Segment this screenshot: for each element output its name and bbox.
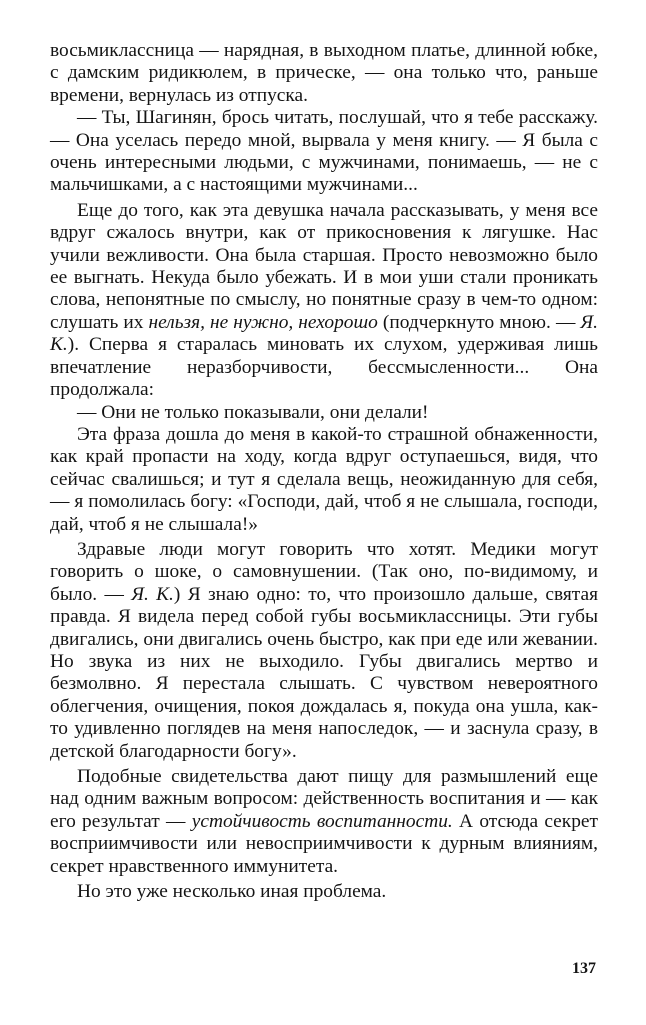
emphasis-phrase: нельзя, не нужно, нехорошо: [148, 311, 378, 333]
paragraph-2: — Ты, Шагинян, брось читать, послушай, что я тебе расскажу. — Она уселась передо мной, вырвала у меня книгу. — Я была с очень интересными людьми, с мужчинами, понимаешь, — не с мальчишками, а с настоящими мужчинами...: [50, 107, 598, 196]
paragraph-5: Эта фраза дошла до меня в какой-то страшной обнаженности, как край пропасти на ходу, когда вдруг оступаешься, видя, что сейчас свалишься; и тут я сделала вещь, неожиданную для себя, — я помолилась богу: «Господи, дай, чтоб я не слышала, господи, дай, чтоб я не слышала!»: [50, 423, 598, 535]
page-body-text: [50, 40, 598, 903]
paragraph-1: восьмиклассница — нарядная, в выходном платье, длинной юбке, с дамским ридикюлем, в прическе, — она только что, раньше времени, вернулась из отпуска.: [50, 40, 598, 106]
paragraph-8: Но это уже несколько иная проблема.: [77, 881, 387, 903]
paragraph-6: Здравые люди могут говорить что хотят. Медики могут говорить о шоке, о самовнушении. (Так оно, по-видимому, и было. — Я. К.) Я знаю одно: то, что произошло дальше, святая правда. Я видела перед собой губы восьмиклассницы. Эти губы двигались, они двигались очень быстро, как при еде или жевании. Но звука из них не выходило. Губы двигались мертво и безмолвно. Я перестала слышать. С чувством невероятного облегчения, очищения, покоя дождалась я, покуда она ушла, как-то удивленно поглядев на меня напоследок, — и заснула сразу, в детской благодарности богу».: [50, 538, 599, 762]
paragraph-4: — Они не только показывали, они делали!: [77, 401, 429, 423]
page-number: 137: [572, 960, 596, 977]
author-initials: Я. К.: [50, 311, 598, 356]
author-initials: Я. К.: [131, 583, 174, 605]
paragraph-3: Еще до того, как эта девушка начала рассказывать, у меня все вдруг сжалось внутри, как от прикосновения к лягушке. Нас учили вежливости. Она была старшая. Просто невозможно было ее выгнать. Некуда было убежать. И в мои уши стали проникать слова, непонятные по смыслу, но понятные сразу в чем-то одном: слушать их нельзя, не нужно, нехорошо (подчеркнуто мною. — Я. К.). Сперва я старалась миновать их слухом, удерживая лишь впечатление неразборчивости, бессмысленности... Она продолжала:: [50, 199, 598, 401]
emphasis-phrase: устойчивость воспитанности.: [191, 810, 453, 832]
paragraph-7: Подобные свидетельства дают пищу для размышлений еще над одним важным вопросом: действенность воспитания и — как его результат — устойчивость воспитанности. А отсюда секрет восприимчивости или невосприимчивости к дурным влияниям, секрет нравственного иммунитета.: [50, 766, 598, 877]
